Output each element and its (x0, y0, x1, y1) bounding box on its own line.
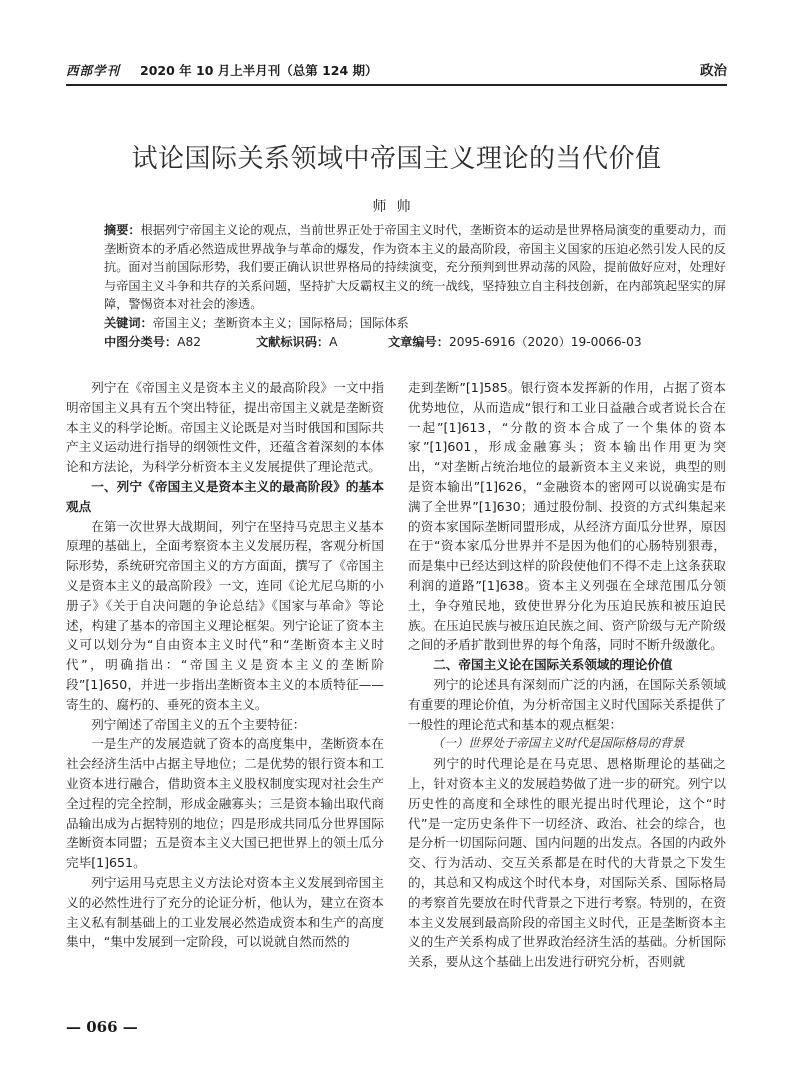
document-code (256, 333, 337, 352)
journal-name: 西部学刊 (66, 63, 121, 78)
abstract-text: 根据列宁帝国主义论的观点，当前世界正处于帝国主义时代，垄断资本的运动是世界格局演变的重要动力，而垄断资本的矛盾必然造成世界战争与革命的爆发，作为资本主义的最高阶段，帝国主义国家的压迫必然引发人民的反抗。面对当前国际形势，我们要正确认识世界格局的持续演变，充分预判到世界动荡的风险，提前做好应对，处理好与帝国主义斗争和共存的关系问题，坚持扩大反霸权主义的统一战线，坚持独立自主科技创新，在内部筑起坚实的屏障，警惕资本对社会的渗透。 (104, 223, 727, 312)
body-paragraph: 在第一次世界大战期间，列宁在坚持马克思主义基本原理的基础上，全面考察资本主义发展历程，客观分析国际形势，系统研究帝国主义的方方面面，撰写了《帝国主义是资本主义的最高阶段》一文，连同《论尤尼乌斯的小册子》《关于自决问题的争论总结》《国家与革命》等论述，构建了基本的帝国主义理论框架。列宁论证了资本主义可以划分为“自由资本主义时代”和“垄断资本主义时代”，明确指出：“帝国主义是资本主义的垄断阶段”[1]650，并进一步指出垄断资本主义的本质特征——寄生的、腐朽的、垂死的资本主义。 (66, 518, 384, 712)
body-paragraph: 一是生产的发展造就了资本的高度集中，垄断资本在社会经济生活中占据主导地位；二是优势的银行资本和工业资本进行融合，借助资本主义股权制度实现对社会生产全过程的完全控制，形成金融寡头；三是资本输出取代商品输出成为占据特别的地位；四是形成共同瓜分世界国际垄断资本同盟；五是资本主义大国已把世界上的领土瓜分完毕[1]651。 (66, 736, 384, 871)
clc-label: 中图分类号： (104, 334, 178, 349)
clc-value: A82 (177, 334, 201, 349)
doc-value: A (329, 334, 338, 349)
keywords-line (104, 314, 726, 333)
subsection-heading-1: （一）世界处于帝国主义时代是国际格局的背景 (432, 736, 685, 751)
clc-number (104, 333, 201, 352)
article-label: 文章编号： (388, 334, 449, 349)
intro-paragraph: 列宁在《帝国主义是资本主义的最高阶段》一文中指明帝国主义具有五个突出特征，提出帝国主义就是垄断资本主义的科学论断。帝国主义论既是对当时俄国和国际共产主义运动进行指导的纲领性文件，还蕴含着深刻的本体论和方法论，为科学分析资本主义发展提供了理论范式。 (66, 380, 384, 475)
body-paragraph: 列宁的时代理论是在马克思、恩格斯理论的基础之上，针对资本主义的发展趋势做了进一步的研究。列宁以历史性的高度和全球性的眼光提出时代理论，这个“时代”是一定历史条件下一切经济、政治、社会的综合，也是分析一切国际问题、国内问题的出发点。各国的内政外交、行为活动、交互关系都是在时代的大背景之下发生的，其总和又构成这个时代本身，对国际关系、国际格局的考察首先要放在时代背景之下进行考察。特别的，在资本主义发展到最高阶段的帝国主义时代，正是垄断资本主义的生产关系构成了世界政治经济生活的基础。分析国际关系，要从这个基础上出发进行研究分析，否则就 (408, 756, 726, 970)
doc-label: 文献标识码： (256, 334, 330, 349)
abstract-paragraph (104, 221, 726, 314)
body-paragraph: 列宁的论述具有深刻而广泛的内涵，在国际关系领域有重要的理论价值，为分析帝国主义时代国际关系提供了一般性的理论范式和基本的观点框架： (408, 676, 726, 732)
abstract-block (104, 221, 726, 352)
section-heading-1: 一、列宁《帝国主义是资本主义的最高阶段》的基本观点 (66, 478, 384, 514)
article-number (388, 333, 642, 352)
body-paragraph: 列宁运用马克思主义方法论对资本主义发展到帝国主义的必然性进行了充分的论证分析，他认为，建立在资本主义私有制基础上的工业发展必然造成资本和生产的高度集中，“集中发展到一定阶段，可以说就自然而然的 (66, 874, 384, 950)
article-title: 试论国际关系领域中帝国主义理论的当代价值 (131, 144, 662, 174)
keywords-label: 关键词： (104, 315, 153, 330)
running-header (66, 58, 727, 86)
author-name: 师帅 (372, 199, 421, 215)
page-number: — 066 — (66, 1018, 138, 1036)
body-paragraph: 走到垄断”[1]585。银行资本发挥新的作用，占据了资本优势地位，从而造成“银行和工业日益融合或者说长合在一起”[1]613，“分散的资本合成了一个集体的资本家”[1]601，形成金融寡头；资本输出作用更为突出，“对垄断占统治地位的最新资本主义来说，典型的则是资本输出”[1]626，“金融资本的密网可以说确实是布满了全世界”[1]630；通过股份制、投资的方式纠集起来的资本家国际垄断同盟形成，从经济方面瓜分世界，原因在于“资本家瓜分世界并不是因为他们的心肠特别狠毒，而是集中已经达到这样的阶段使他们不得不走上这条获取利润的道路”[1]638。资本主义列强在全球范围瓜分领土，争夺殖民地，致使世界分化为压迫民族和被压迫民族。在压迫民族与被压迫民族之间、资产阶级与无产阶级之间的矛盾扩散到世界的每个角落，同时不断升级激化。 (408, 380, 726, 653)
keywords-text: 帝国主义；垄断资本主义；国际格局；国际体系 (152, 315, 409, 330)
right-column (408, 378, 726, 972)
journal-issue: 2020 年 10 月上半月刊（总第 124 期） (140, 63, 378, 78)
section-heading-2: 二、帝国主义论在国际关系领域的理论价值 (433, 657, 673, 673)
left-column (66, 378, 384, 952)
abstract-label: 摘要： (104, 223, 141, 237)
article-value: 2095-6916（2020）19-0066-03 (448, 334, 642, 349)
section-label: 政治 (700, 63, 727, 79)
article-meta-row (104, 333, 726, 352)
body-paragraph: 列宁阐述了帝国主义的五个主要特征： (91, 716, 306, 732)
